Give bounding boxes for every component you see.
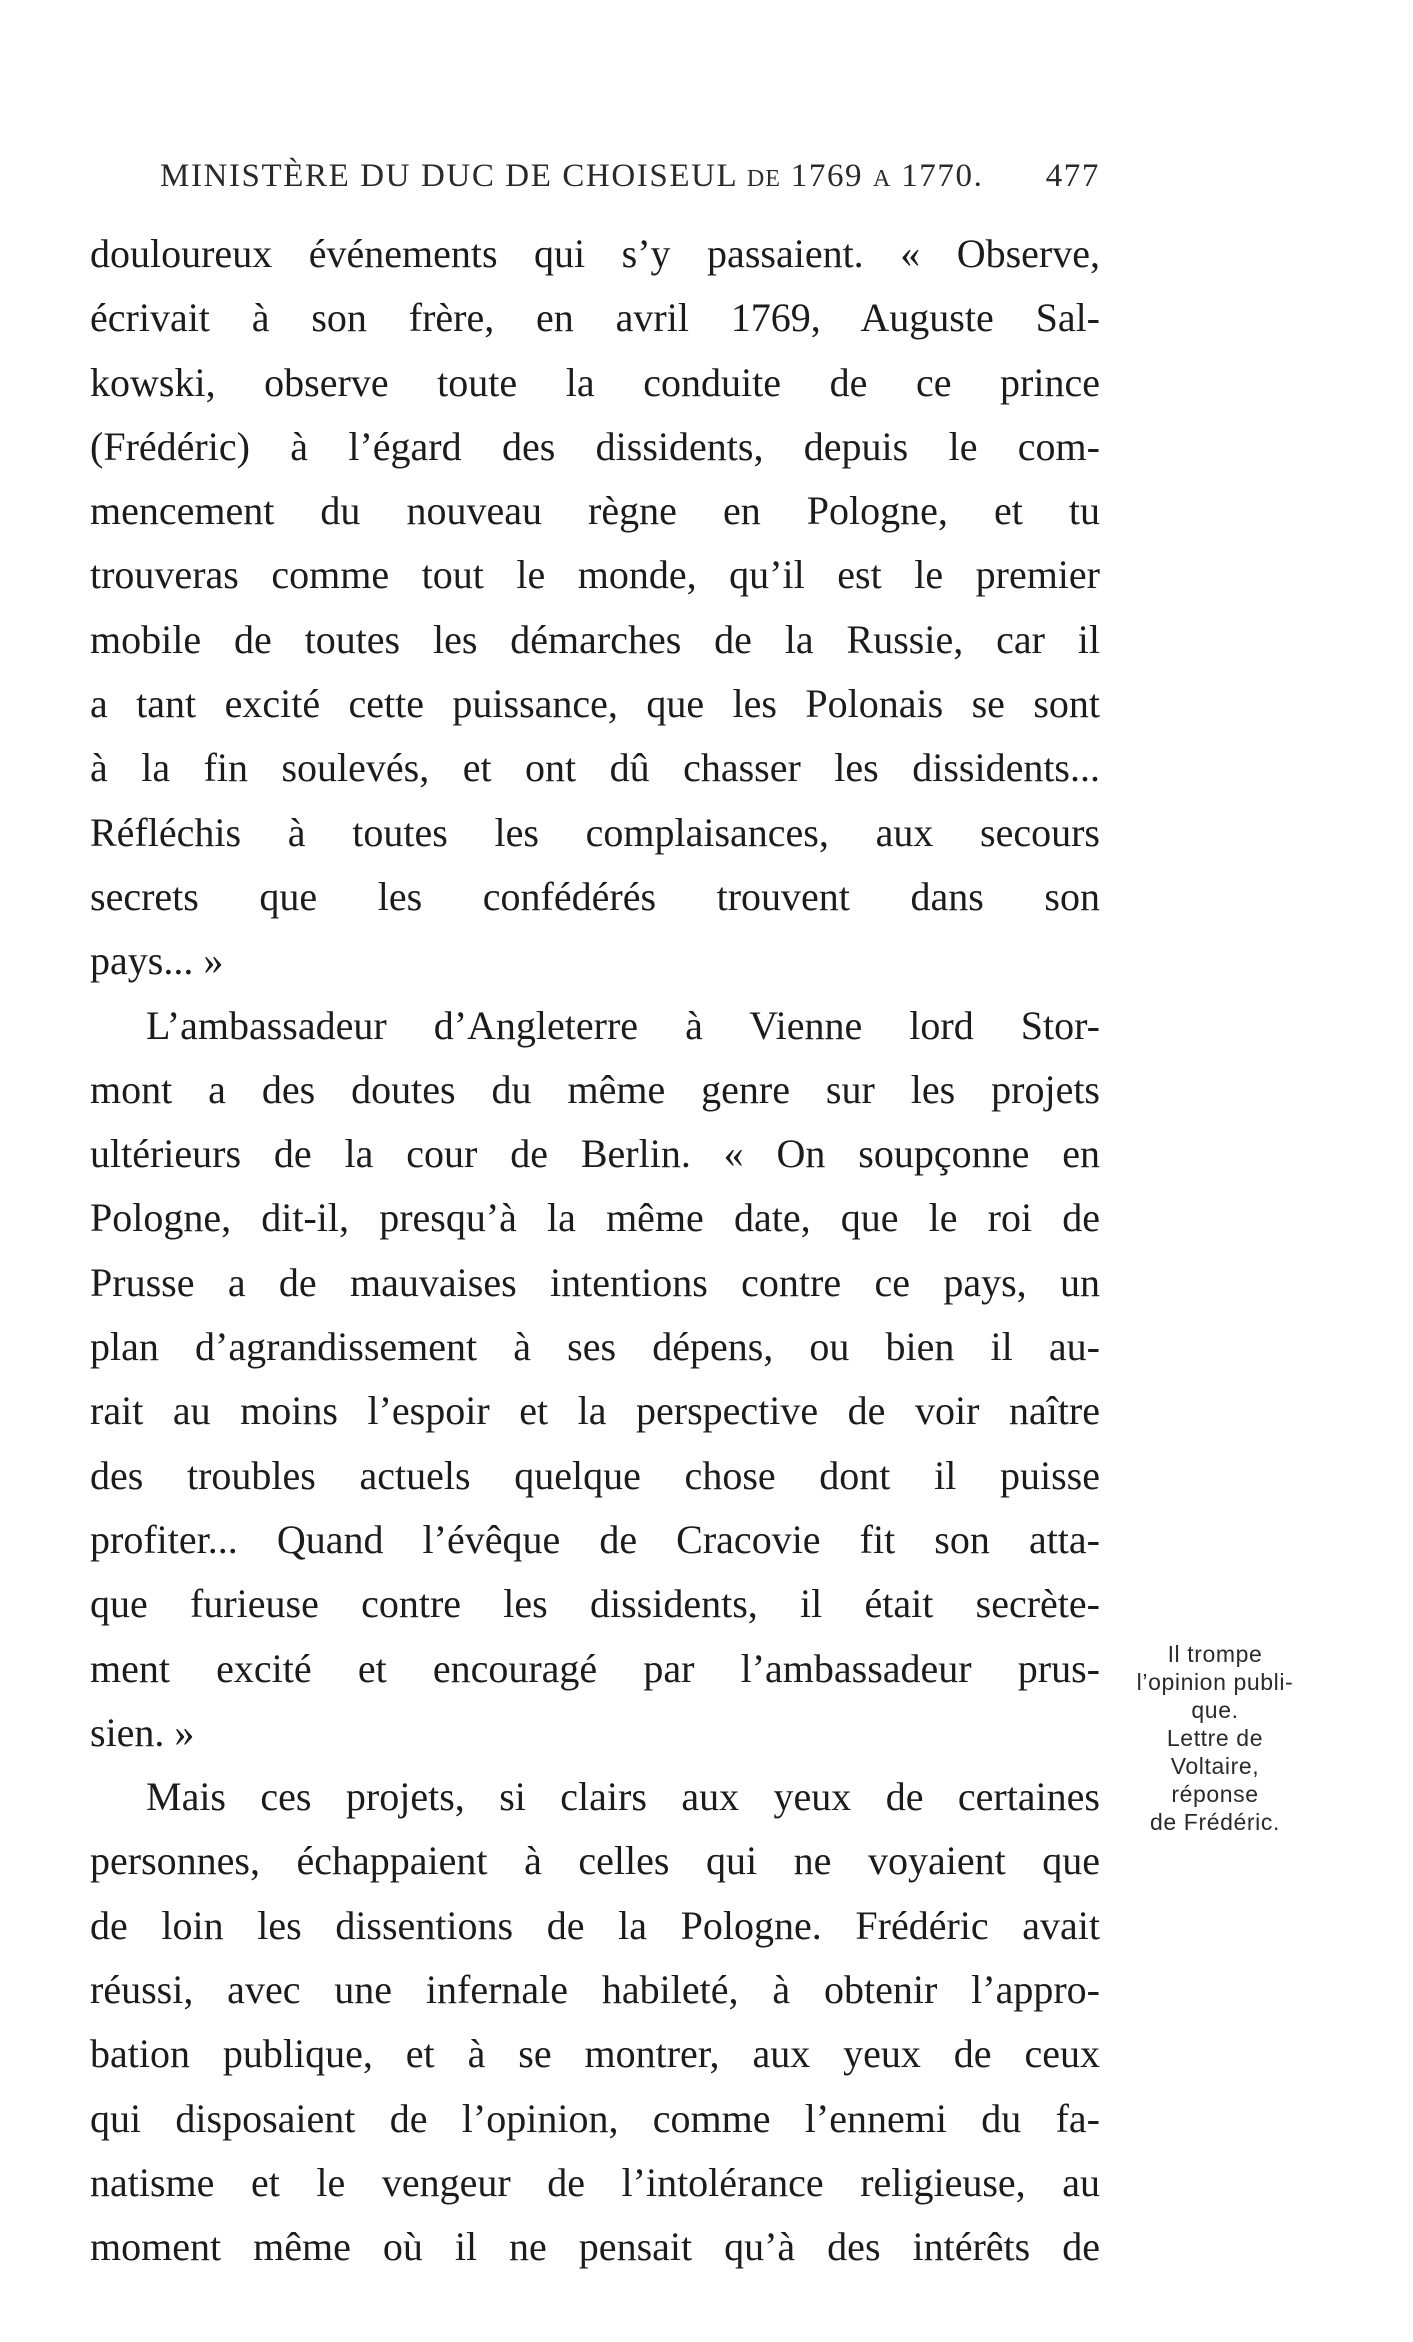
text-line: Réfléchis à toutes les complaisances, aux secours (90, 809, 1100, 855)
text-line: secrets que les confédérés trouvent dans son (90, 873, 1100, 919)
text-line: Prusse a de mauvaises intentions contre ce pays, un (90, 1259, 1100, 1305)
running-header (160, 158, 1100, 202)
text-line: personnes, échappaient à celles qui ne voyaient que (90, 1838, 1100, 1884)
paragraph-start-line: L’ambassadeur d’Angleterre à Vienne lord Stor- (146, 1002, 1100, 1048)
text-line: mencement du nouveau règne en Pologne, et tu (90, 488, 1100, 534)
margin-note-line: Il trompe (1167, 1641, 1263, 1667)
text-line: a tant excité cette puissance, que les Polonais se sont (90, 681, 1100, 727)
text-line: plan d’agrandissement à ses dépens, ou bien il au- (90, 1324, 1100, 1370)
text-line: trouveras comme tout le monde, qu’il est le premier (90, 552, 1100, 598)
paragraph-start-line: Mais ces projets, si clairs aux yeux de certaines (146, 1774, 1100, 1820)
margin-note-line: que. (1191, 1697, 1239, 1723)
paragraph-end-line: pays... » (90, 938, 224, 984)
text-line: mobile de toutes les démarches de la Russie, car il (90, 616, 1100, 662)
text-line: à la fin soulevés, et ont dû chasser les dissidents... (90, 745, 1100, 791)
text-line: réussi, avec une infernale habileté, à obtenir l’appro- (90, 1967, 1100, 2013)
margin-note-line: réponse (1171, 1781, 1259, 1807)
header-title: MINISTÈRE DU DUC DE CHOISEUL DE 1769 A 1770. (160, 158, 984, 194)
margin-note-line: Lettre de (1166, 1725, 1264, 1751)
page-number: 477 (1045, 158, 1100, 194)
body-text (90, 222, 1100, 2280)
text-line: rait au moins l’espoir et la perspective de voir naître (90, 1388, 1100, 1434)
text-line: Pologne, dit-il, presqu’à la même date, que le roi de (90, 1195, 1100, 1241)
margin-note-line: de Frédéric. (1150, 1809, 1280, 1835)
text-line: ultérieurs de la cour de Berlin. « On soupçonne en (90, 1131, 1100, 1177)
text-line: natisme et le vengeur de l’intolérance religieuse, au (90, 2159, 1100, 2205)
text-line: moment même où il ne pensait qu’à des intérêts de (90, 2224, 1100, 2270)
text-line: profiter... Quand l’évêque de Cracovie fit son atta- (90, 1516, 1100, 1562)
text-line: (Frédéric) à l’égard des dissidents, depuis le com- (90, 423, 1100, 469)
text-line: qui disposaient de l’opinion, comme l’ennemi du fa- (90, 2095, 1100, 2141)
margin-note (1105, 1640, 1325, 1836)
text-line: douloureux événements qui s’y passaient. « Observe, (90, 231, 1100, 276)
text-line: de loin les dissentions de la Pologne. Frédéric avait (90, 1902, 1100, 1948)
text-line: que furieuse contre les dissidents, il était secrète- (90, 1581, 1100, 1627)
margin-note-line: l’opinion publi- (1136, 1669, 1294, 1695)
text-line: ment excité et encouragé par l’ambassadeur prus- (90, 1645, 1100, 1691)
text-line: bation publique, et à se montrer, aux yeux de ceux (90, 2031, 1100, 2077)
text-line: écrivait à son frère, en avril 1769, Auguste Sal- (90, 295, 1100, 341)
paragraph-end-line: sien. » (90, 1709, 195, 1755)
text-line: mont a des doutes du même genre sur les projets (90, 1066, 1100, 1112)
margin-note-line: Voltaire, (1170, 1753, 1260, 1779)
text-line: des troubles actuels quelque chose dont il puisse (90, 1452, 1100, 1498)
text-line: kowski, observe toute la conduite de ce prince (90, 359, 1100, 405)
